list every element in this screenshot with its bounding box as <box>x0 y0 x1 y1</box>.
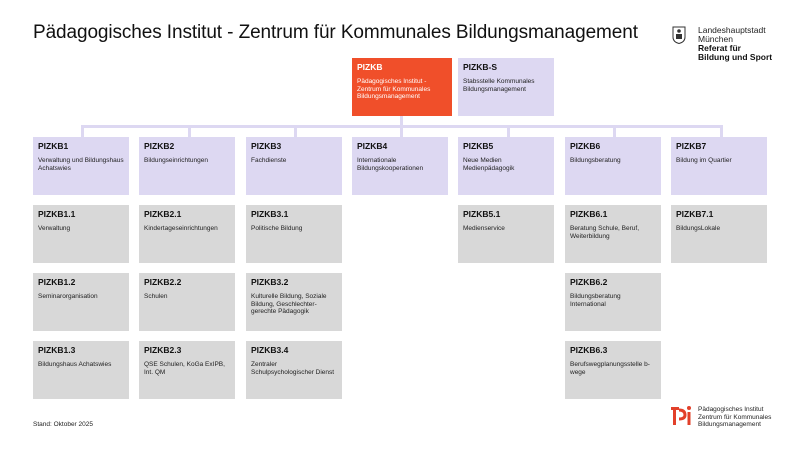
org-box-pizkb <box>352 58 452 116</box>
org-box-pizkb1-3 <box>33 341 129 399</box>
org-box-desc: Bildungshaus Achatswies <box>38 361 112 368</box>
pi-logo <box>670 404 800 434</box>
org-box-pizkb-s <box>458 58 554 116</box>
org-box-code: PIZKB3.2 <box>251 277 289 287</box>
org-box-desc: Bildung im Quartier <box>676 157 732 164</box>
connector-drop-4 <box>400 125 403 137</box>
org-box-code: PIZKB1.2 <box>38 277 76 287</box>
org-box-desc: QSE Schulen, KoGa ExIPB, Int. QM <box>144 361 225 376</box>
org-box-pizkb7-1 <box>671 205 767 263</box>
munich-seal-icon <box>672 26 686 44</box>
city-logo-line1: Landeshauptstadt <box>698 25 766 35</box>
org-box-code: PIZKB3.4 <box>251 345 289 355</box>
org-box-pizkb2-1 <box>139 205 235 263</box>
org-box-code: PIZKB1 <box>38 141 69 151</box>
pi-logo-line1: Pädagogisches Institut <box>698 406 764 413</box>
org-box-code: PIZKB6.1 <box>570 209 608 219</box>
org-box-code: PIZKB3.1 <box>251 209 289 219</box>
org-box-pizkb6-1 <box>565 205 661 263</box>
org-box-code: PIZKB7 <box>676 141 707 151</box>
connector-drop-3 <box>294 125 297 137</box>
org-box-pizkb3-4 <box>246 341 342 399</box>
connector-drop-1 <box>81 125 84 137</box>
city-logo-line4: Bildung und Sport <box>698 52 773 62</box>
org-box-desc: Kulturelle Bildung, Soziale Bildung, Geschlechter-gerechte Pädagogik <box>251 293 327 315</box>
org-box-pizkb1-2 <box>33 273 129 331</box>
page-title: Pädagogisches Institut - Zentrum für Kommunales Bildungsmanagement <box>33 22 638 43</box>
org-box-code: PIZKB1.1 <box>38 209 76 219</box>
org-box-code: PIZKB2 <box>144 141 175 151</box>
org-box-desc: Internationale Bildungskooperationen <box>357 157 424 172</box>
org-box-pizkb2-2 <box>139 273 235 331</box>
org-box-pizkb6-3 <box>565 341 661 399</box>
org-box-code: PIZKB3 <box>251 141 282 151</box>
org-box-desc: Politische Bildung <box>251 225 303 232</box>
org-box-code: PIZKB-S <box>463 62 497 72</box>
org-box-desc: Kindertageseinrichtungen <box>144 225 218 232</box>
org-box-pizkb6 <box>565 137 661 195</box>
org-box-desc: Medienservice <box>463 225 505 232</box>
pi-logo-line3: Bildungsmanagement <box>698 421 761 428</box>
org-box-code: PIZKB2.3 <box>144 345 182 355</box>
org-box-code: PIZKB6.2 <box>570 277 608 287</box>
org-box-desc: Berufswegplanungsstelle b-wege <box>570 361 650 376</box>
org-box-desc: Verwaltung <box>38 225 71 232</box>
org-box-pizkb5-1 <box>458 205 554 263</box>
stand-date: Stand: Oktober 2025 <box>33 421 93 428</box>
city-logo-line3: Referat für <box>698 43 741 53</box>
org-box-desc: Stabsstelle Kommunales Bildungsmanagement <box>463 78 535 93</box>
org-box-desc: Seminarorganisation <box>38 293 98 300</box>
connector-drop-7 <box>720 125 723 137</box>
pi-logo-line2: Zentrum für Kommunales <box>698 414 772 421</box>
org-box-desc: Bildungsberatung <box>570 157 621 164</box>
org-box-pizkb2-3 <box>139 341 235 399</box>
org-box-pizkb1-1 <box>33 205 129 263</box>
org-box-desc: Beratung Schule, Beruf, Weiterbildung <box>570 225 640 240</box>
org-box-code: PIZKB2.1 <box>144 209 182 219</box>
org-box-code: PIZKB2.2 <box>144 277 182 287</box>
pi-logo-mark-icon <box>670 404 692 428</box>
org-box-code: PIZKB <box>357 62 383 72</box>
org-box-pizkb6-2 <box>565 273 661 331</box>
org-box-code: PIZKB5.1 <box>463 209 501 219</box>
org-box-code: PIZKB1.3 <box>38 345 76 355</box>
org-box-pizkb5 <box>458 137 554 195</box>
connector-drop-2 <box>188 125 191 137</box>
org-box-desc: Bildungseinrichtungen <box>144 157 208 164</box>
org-box-pizkb2 <box>139 137 235 195</box>
org-box-code: PIZKB7.1 <box>676 209 714 219</box>
org-box-code: PIZKB6 <box>570 141 601 151</box>
org-box-desc: Zentraler Schulpsychologischer Dienst <box>251 361 335 376</box>
city-logo-line2: München <box>698 34 733 44</box>
org-box-desc: Schulen <box>144 293 168 300</box>
org-box-pizkb3 <box>246 137 342 195</box>
org-box-desc: Fachdienste <box>251 157 287 164</box>
connector-drop-5 <box>507 125 510 137</box>
org-box-desc: Bildungsberatung International <box>570 293 621 308</box>
org-box-pizkb7 <box>671 137 767 195</box>
org-box-desc: Pädagogisches Institut - Zentrum für Kommunales Bildungsmanagement <box>357 78 431 100</box>
org-box-desc: Verwaltung und Bildungshaus Achatswies <box>38 157 124 172</box>
connector-drop-6 <box>613 125 616 137</box>
org-box-pizkb3-2 <box>246 273 342 331</box>
org-box-code: PIZKB5 <box>463 141 494 151</box>
org-box-desc: BildungsLokale <box>676 225 721 232</box>
org-box-pizkb4 <box>352 137 448 195</box>
org-box-desc: Neue Medien Medienpädagogik <box>463 157 515 172</box>
org-box-pizkb1 <box>33 137 129 195</box>
city-logo <box>672 26 800 66</box>
org-box-code: PIZKB6.3 <box>570 345 608 355</box>
org-box-pizkb3-1 <box>246 205 342 263</box>
org-box-code: PIZKB4 <box>357 141 388 151</box>
